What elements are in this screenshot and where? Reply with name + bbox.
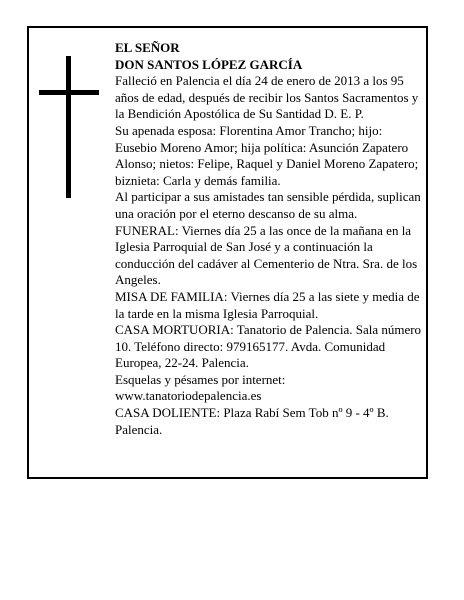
obituary-notice bbox=[27, 26, 428, 479]
funeral-home-info: CASA MORTUORIA: Tanatorio de Palencia. Sala número 10. Teléfono directo: 979165177. Avda. Comunidad Europea, 22-24. Palencia. bbox=[115, 322, 422, 371]
notice-text bbox=[115, 40, 427, 438]
latin-cross-icon bbox=[39, 56, 99, 198]
family-list: Su apenada esposa: Florentina Amor Trancho; hijo: Eusebio Moreno Amor; hija política: Asunción Zapatero Alonso; nietos: Felipe, Raquel y Daniel Moreno Zapatero; biznieta: Carla y demás familia. bbox=[115, 122, 419, 188]
family-mass-info: MISA DE FAMILIA: Viernes día 25 a las siete y media de la tarde en la misma Iglesia Parroquial. bbox=[115, 288, 420, 321]
death-announcement: Falleció en Palencia el día 24 de enero de 2013 a los 95 años de edad, después de recibir los Santos Sacramentos y la Bendición Apostólica de Su Santidad D. E. P. bbox=[115, 73, 419, 122]
online-condolences: Esquelas y pésames por internet: www.tanatoriodepalencia.es bbox=[115, 371, 286, 404]
cross-horizontal-bar bbox=[39, 90, 99, 95]
title-line-1: EL SEÑOR bbox=[115, 40, 180, 55]
prayer-request: Al participar a sus amistades tan sensible pérdida, suplican una oración por el eterno descanso de su alma. bbox=[115, 189, 421, 221]
cross-vertical-bar bbox=[66, 56, 71, 198]
family-home-address: CASA DOLIENTE: Plaza Rabí Sem Tob nº 9 - 4º B. Palencia. bbox=[115, 405, 389, 437]
deceased-name: DON SANTOS LÓPEZ GARCÍA bbox=[115, 56, 303, 72]
funeral-info: FUNERAL: Viernes día 25 a las once de la mañana en la Iglesia Parroquial de San José y a continuación la conducción del cadáver al Cementerio de Ntra. Sra. de los Angeles. bbox=[115, 222, 418, 288]
